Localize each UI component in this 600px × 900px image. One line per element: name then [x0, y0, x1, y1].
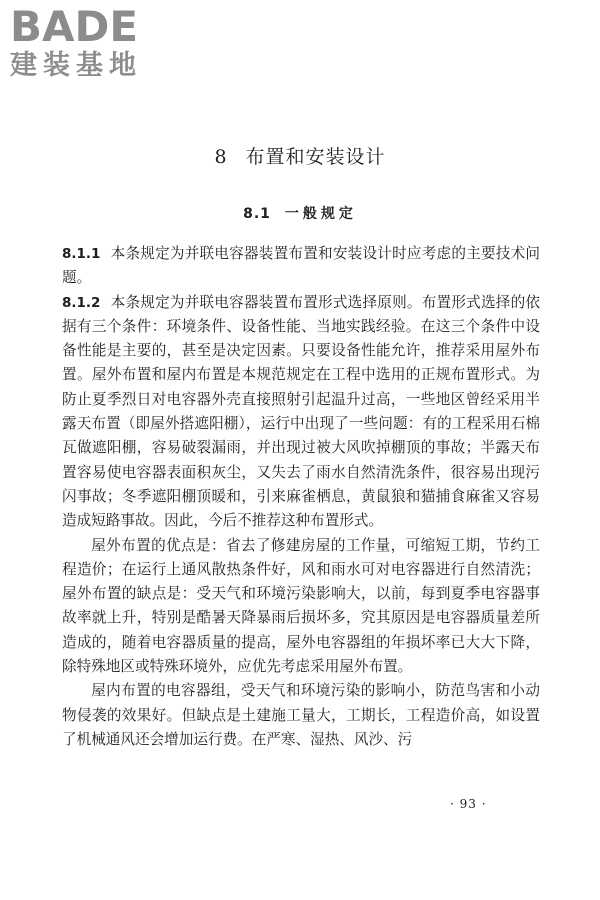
section-number: 8.1 — [243, 206, 271, 222]
bade-logo — [8, 4, 178, 84]
clause-8-1-1 — [62, 242, 540, 291]
logo-text-en: BADE — [10, 2, 139, 51]
logo-text-cn: 建装基地 — [10, 50, 142, 81]
paragraph-indoor: 屋内布置的电容器组，受天气和环境污染的影响小，防范鸟害和小动物侵袭的效果好。但缺点是土建施工量大，工期长，工程造价高，如设置了机械通风还会增加运行费。在严寒、湿热、风沙、污 — [62, 682, 540, 748]
clause-8-1-2 — [62, 291, 540, 534]
chapter-number: 8 — [214, 146, 228, 168]
paragraph-outdoor: 屋外布置的优点是：省去了修建房屋的工作量，可缩短工期，节约工程造价；在运行上通风散热条件好，风和雨水可对电容器进行自然清洗；屋外布置的缺点是：受天气和环境污染影响大，以前，每到夏季电容器事故率就上升，特别是酷暑天降暴雨后损坏多，究其原因是电容器质量差所造成的，随着电容器质量的提高，屋外电容器组的年损坏率已大大下降，除特殊地区或特殊环境外，应优先考虑采用屋外布置。 — [62, 536, 540, 676]
chapter-title — [0, 143, 600, 171]
clause-text: 本条规定为并联电容器装置布置和安装设计时应考虑的主要技术问题。 — [62, 245, 540, 287]
chapter-title-text: 布置和安装设计 — [245, 146, 386, 168]
section-title-text: 一般规定 — [284, 206, 357, 222]
clause-number: 8.1.1 — [62, 246, 101, 262]
page-number: · 93 · — [450, 797, 487, 811]
clause-number: 8.1.2 — [62, 294, 101, 311]
section-title — [0, 203, 600, 225]
clause-text: 本条规定为并联电容器装置布置形式选择原则。布置形式选择的依据有三个条件：环境条件、设备性能、当地实践经验。在这三个条件中设备性能是主要的，甚至是决定因素。只要设备性能允许，推荐采用屋外布置。屋外布置和屋内布置是本规范规定在工程中选用的正规布置形式。为防止夏季烈日对电容器外壳直接照射引起温升过高，一些地区曾经采用半露天布置（即屋外搭遮阳棚），运行中出现了一些问题：有的工程采用石棉瓦做遮阳棚，容易破裂漏雨，并出现过被大风吹掉棚顶的事故；半露天布置容易使电容器表面积灰尘，又失去了雨水自然清洗条件，很容易出现污闪事故；冬季遮阳棚顶暖和，引来麻雀栖息，黄鼠狼和猫捕食麻雀又容易造成短路事故。因此，今后不推荐这种布置形式。 — [62, 293, 540, 530]
body-text — [62, 242, 540, 752]
